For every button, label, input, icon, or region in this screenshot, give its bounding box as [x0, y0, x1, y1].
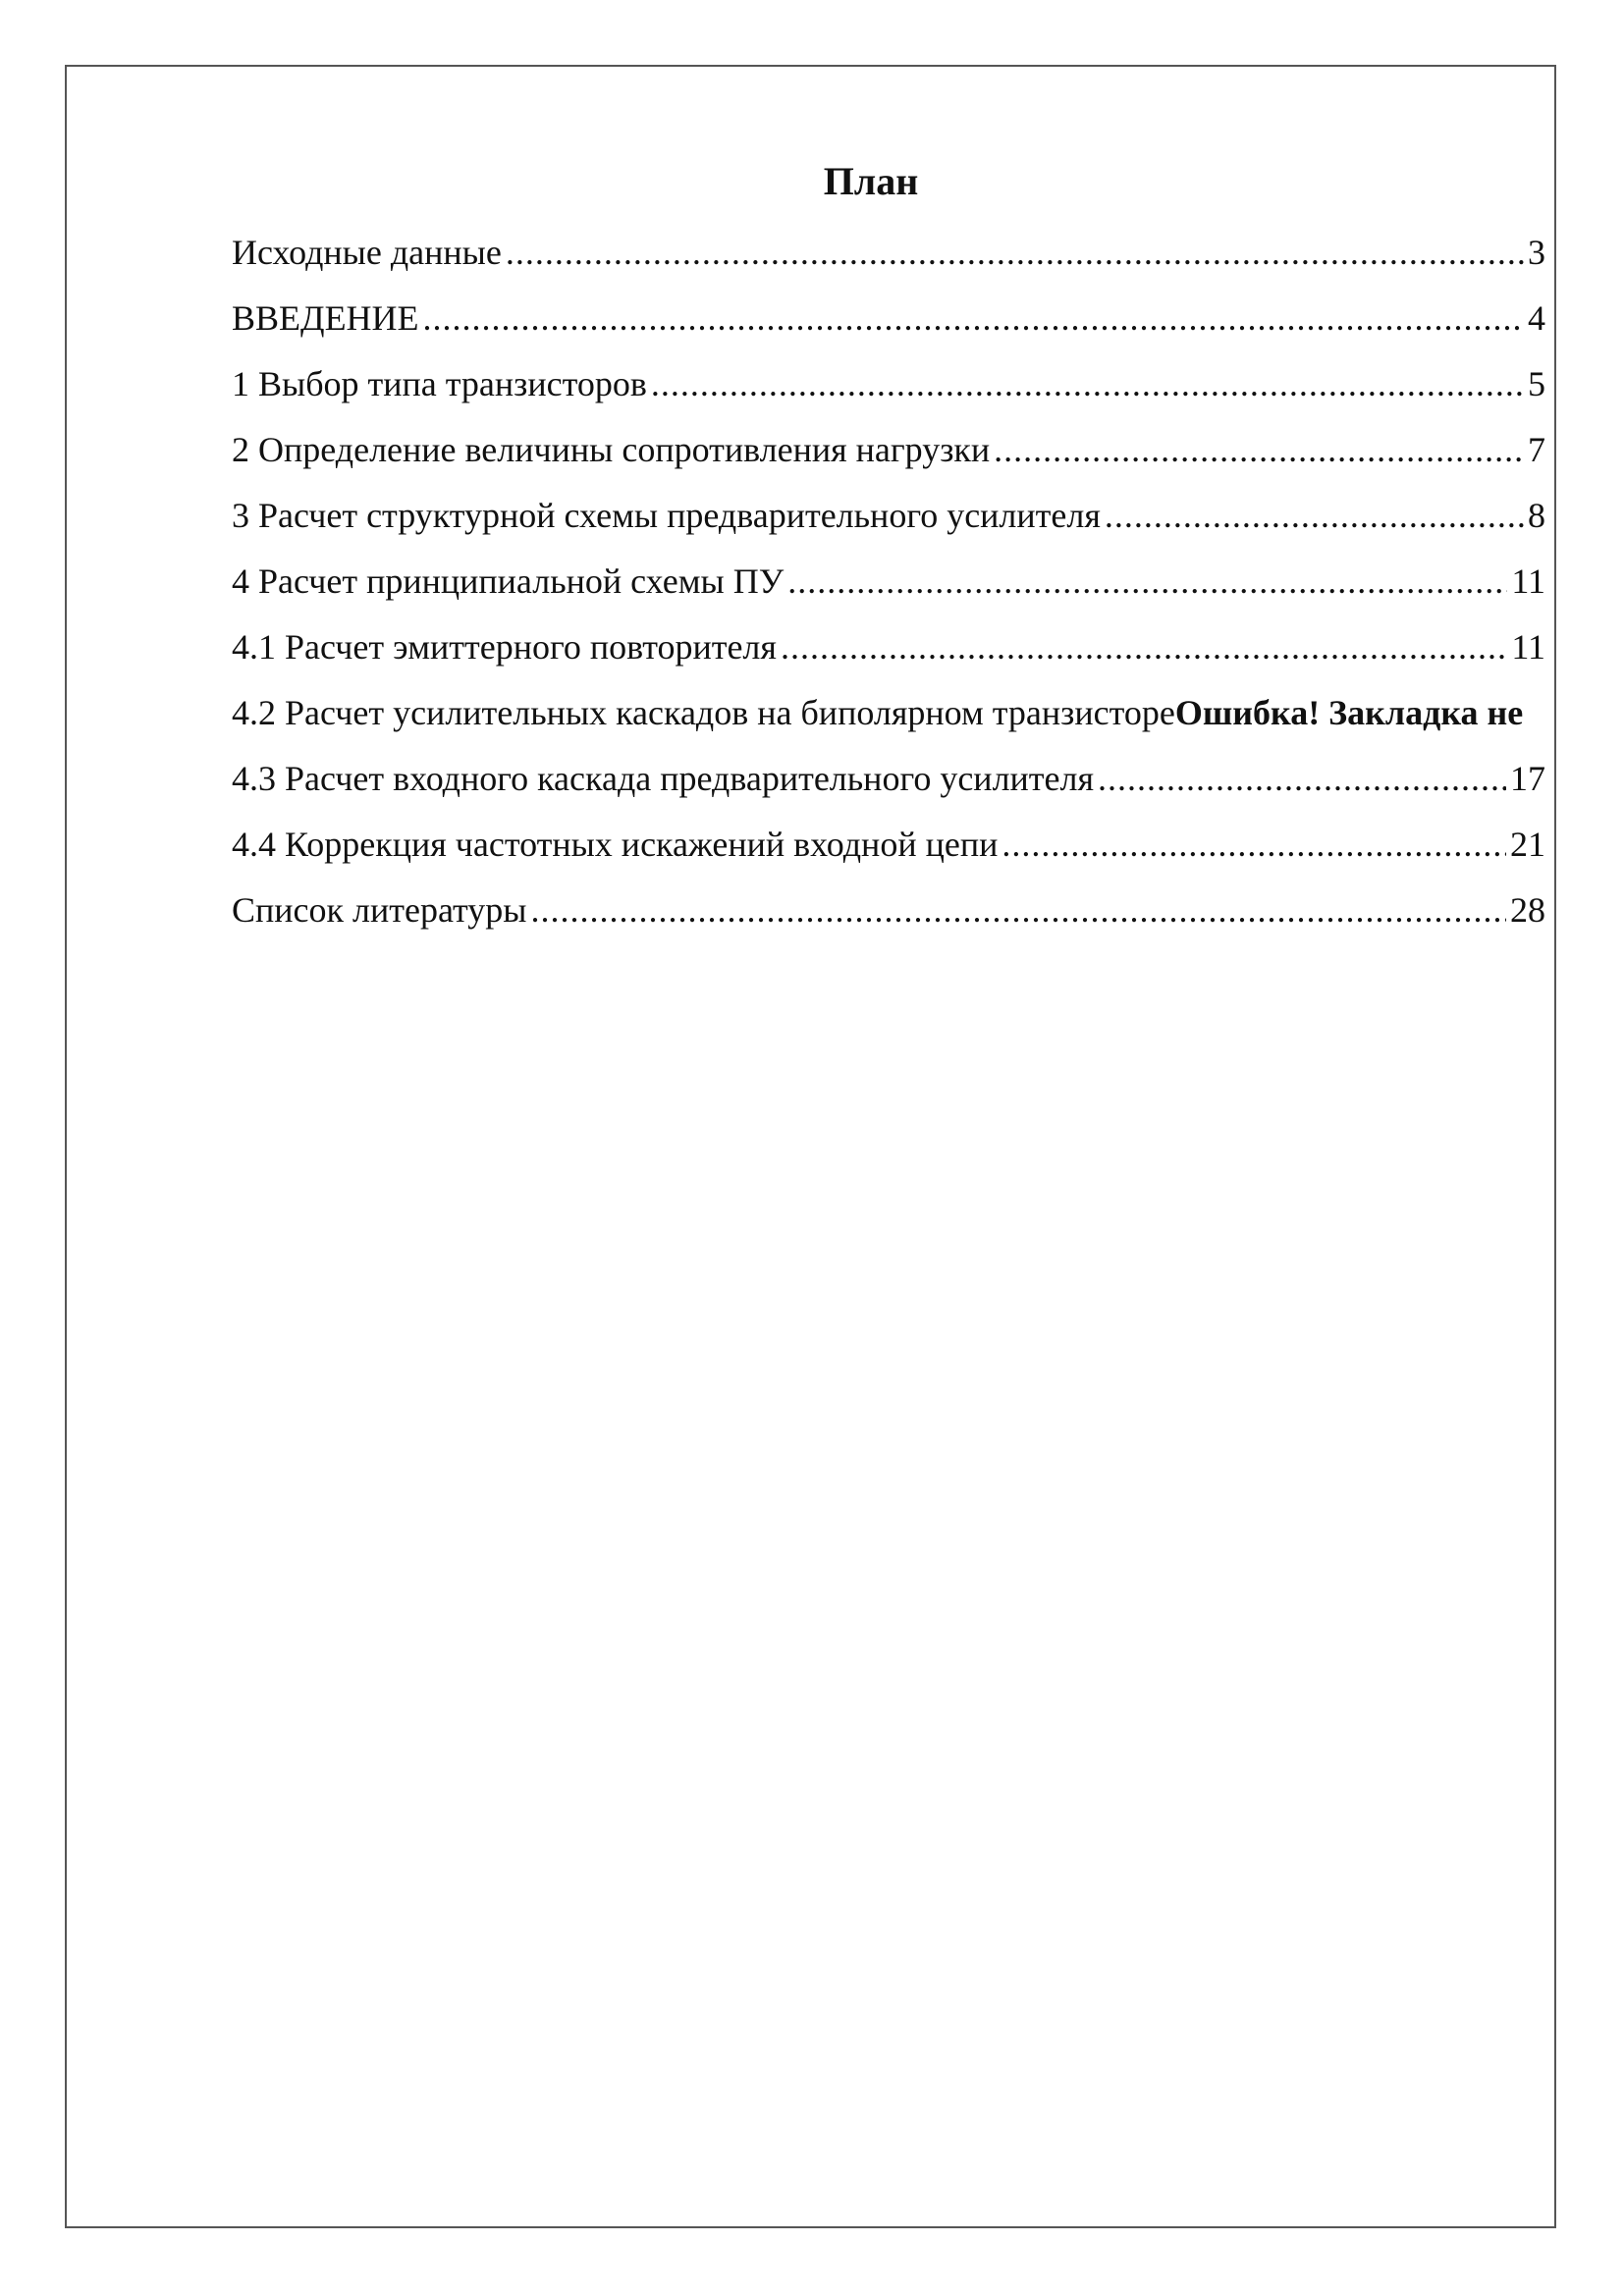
- toc-entry-introduction[interactable]: [232, 289, 1545, 354]
- toc-entry-section-4-1[interactable]: [232, 617, 1545, 683]
- toc-entry-title: Список литературы: [232, 890, 527, 930]
- dot-leader: [1105, 486, 1524, 545]
- dot-leader: [781, 617, 1507, 676]
- toc-entry-section-4-3[interactable]: [232, 749, 1545, 815]
- toc-page-number: 5: [1528, 364, 1545, 403]
- toc-page-number: 11: [1511, 561, 1545, 601]
- toc-entry-title: 4.3 Расчет входного каскада предварительного усилителя: [232, 759, 1095, 798]
- toc-entry-initial-data[interactable]: [232, 223, 1545, 289]
- toc-entry-section-4-4[interactable]: [232, 815, 1545, 881]
- dot-leader: [994, 420, 1524, 479]
- toc-entry-title: 4.2 Расчет усилительных каскадов на биполярном транзисторе: [232, 693, 1175, 732]
- toc-page-number: 11: [1511, 627, 1545, 667]
- dot-leader: [1001, 815, 1506, 874]
- toc-entry-references[interactable]: [232, 881, 1545, 946]
- toc-entry-title: ВВЕДЕНИЕ: [232, 298, 419, 338]
- table-of-contents: [232, 223, 1545, 946]
- toc-page-number: 3: [1528, 233, 1545, 272]
- toc-page-number: 4: [1528, 298, 1545, 338]
- toc-page-number: 28: [1510, 890, 1545, 930]
- toc-page-number: 8: [1528, 496, 1545, 535]
- dot-leader: [423, 289, 1524, 347]
- toc-entry-title: 4.1 Расчет эмиттерного повторителя: [232, 627, 777, 667]
- toc-entry-title: 1 Выбор типа транзисторов: [232, 364, 647, 403]
- toc-entry-section-4-2[interactable]: [232, 683, 1624, 749]
- dot-leader: [530, 881, 1506, 939]
- dot-leader: [506, 223, 1524, 282]
- toc-entry-section-2[interactable]: [232, 420, 1545, 486]
- toc-page-number: 17: [1510, 759, 1545, 798]
- toc-page-number: 21: [1510, 825, 1545, 864]
- toc-page-number: 7: [1528, 430, 1545, 469]
- dot-leader: [1098, 749, 1506, 808]
- toc-entry-title: 2 Определение величины сопротивления нагрузки: [232, 430, 991, 469]
- dot-leader: [787, 552, 1507, 611]
- toc-entry-title: 4.4 Коррекция частотных искажений входной цепи: [232, 825, 999, 864]
- toc-entry-section-1[interactable]: [232, 354, 1545, 420]
- page-title: План: [823, 159, 919, 203]
- toc-entry-title: 4 Расчет принципиальной схемы ПУ: [232, 561, 785, 601]
- toc-entry-title: 3 Расчет структурной схемы предварительного усилителя: [232, 496, 1101, 535]
- toc-entry-section-3[interactable]: [232, 486, 1545, 552]
- toc-entry-title: Исходные данные: [232, 233, 502, 272]
- dot-leader: [651, 354, 1524, 413]
- bookmark-error-text: Ошибка! Закладка не: [1174, 693, 1524, 732]
- toc-entry-section-4[interactable]: [232, 552, 1545, 617]
